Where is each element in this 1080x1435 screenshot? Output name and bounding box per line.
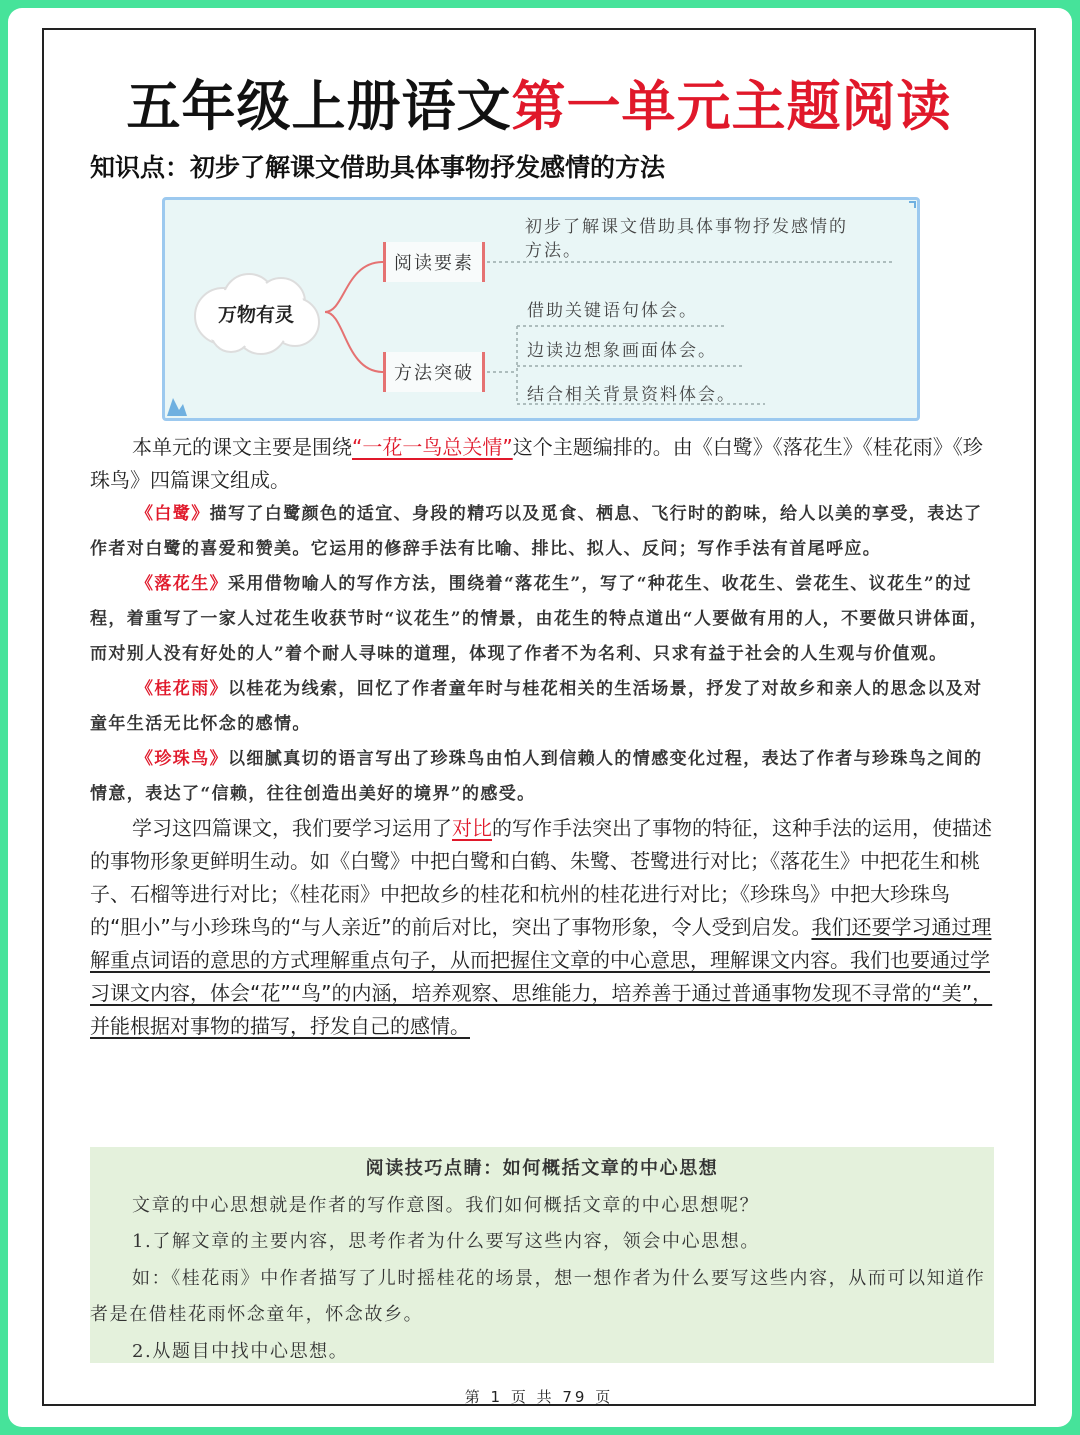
study-paragraph bbox=[90, 812, 994, 1043]
lesson-text: 描写了白鹭颜色的适宜、身段的精巧以及觅食、栖息、飞行时的韵味，给人以美的享受，表达了作者对白鹭的喜爱和赞美。它运用的修辞手法有比喻、排比、拟人、反问；写作手法有首尾呼应。 bbox=[90, 504, 983, 559]
mind-map-branch-reading-elements: 阅读要素 bbox=[383, 242, 485, 282]
title-part-black: 五年级上册语文 bbox=[126, 75, 512, 138]
lesson-text: 以细腻真切的语言写出了珍珠鸟由怕人到信赖人的情感变化过程，表达了作者与珍珠鸟之间的情意，表达了“信赖，往往创造出美好的境界”的感受。 bbox=[90, 749, 983, 804]
tips-line: 2.从题目中找中心思想。 bbox=[132, 1340, 349, 1362]
mind-map-branch-method-breakthrough: 方法突破 bbox=[383, 352, 485, 392]
lesson-title: 《落花生》 bbox=[136, 574, 228, 594]
mind-map bbox=[162, 197, 920, 421]
title-part-red: 第一单元主题阅读 bbox=[511, 75, 952, 138]
study-underlined: 我们还要学习通过理解重点词语的意思的方式理解重点句子，从而把握住文章的中心意思，理解课文内容。我们也要通过学习课文内容，体会“花”“鸟”的内涵，培养观察、思维能力，培养善于通过普通事物发现不寻常的“美”，并能根据对事物的描写，抒发自己的感情。 bbox=[90, 915, 993, 1038]
study-pre: 学习这四篇课文，我们要学习运用了 bbox=[132, 816, 452, 840]
reading-tips-box bbox=[90, 1147, 994, 1363]
lesson-title: 《珍珠鸟》 bbox=[136, 749, 228, 769]
lesson-paragraph bbox=[90, 497, 994, 567]
mind-map-leaf-line: 方法。 bbox=[525, 241, 582, 261]
tips-line: 如：《桂花雨》中作者描写了儿时摇桂花的场景，想一想作者为什么要写这些内容，从而可以知道作者是在借桂花雨怀念童年，怀念故乡。 bbox=[90, 1267, 986, 1325]
study-mid: 的写作手法突出了事物的特征，这种手法的运用，使描述的事物形象更鲜明生动。如《白鹭》中把白鹭和白鹤、朱鹭、苍鹭进行对比；《落花生》中把花生和桃子、石榴等进行对比；《桂花雨》中把故乡的桂花和杭州的桂花进行对比；《珍珠鸟》中把大珍珠鸟的“胆小”与小珍珠鸟的“与人亲近”的前后对比，突出了事物形象，令人受到启发。 bbox=[90, 816, 992, 939]
tips-title: 阅读技巧点睛：如何概括文章的中心思想 bbox=[365, 1158, 719, 1179]
mind-map-leaf-background: 结合相关背景资料体会。 bbox=[527, 385, 736, 405]
lesson-text: 采用借物喻人的写作方法，围绕着“落花生”，写了“种花生、收花生、尝花生、议花生”的过程，着重写了一家人过花生收获节时“议花生”的情景，由花生的特点道出“人要做有用的人，不要做只讲体面，而对别人没有好处的人”着个耐人寻味的道理，体现了作者不为名利、只求有益于社会的人生观与价值观。 bbox=[90, 574, 989, 664]
mind-map-leaf-line: 初步了解课文借助具体事物抒发感情的 bbox=[525, 217, 848, 237]
intro-paragraph bbox=[90, 431, 994, 497]
page-title bbox=[44, 64, 1034, 141]
knowledge-point-heading: 知识点：初步了解课文借助具体事物抒发感情的方法 bbox=[90, 153, 666, 182]
article-body bbox=[90, 431, 994, 1043]
mind-map-center-label: 万物有灵 bbox=[217, 303, 294, 326]
mind-map-leaf-key-sentences: 借助关键语句体会。 bbox=[527, 301, 698, 321]
lesson-title: 《白鹭》 bbox=[136, 504, 210, 524]
tips-line: 文章的中心思想就是作者的写作意图。我们如何概括文章的中心思想呢？ bbox=[132, 1194, 760, 1216]
lesson-title: 《桂花雨》 bbox=[136, 679, 228, 699]
intro-post: 这个主题编排的。由《白鹭》《落花生》《桂花雨》《珍珠鸟》四篇课文组成。 bbox=[90, 435, 983, 492]
mind-map-leaf-imagine: 边读边想象画面体会。 bbox=[527, 341, 717, 361]
lesson-paragraph bbox=[90, 567, 994, 672]
page-number-footer: 第 1 页 共 79 页 bbox=[464, 1388, 614, 1406]
intro-theme: “一花一鸟总关情” bbox=[352, 435, 513, 459]
lesson-paragraph bbox=[90, 742, 994, 812]
mind-map-center-cloud bbox=[187, 270, 325, 356]
lesson-text: 以桂花为线索，回忆了作者童年时与桂花相关的生活场景，抒发了对故乡和亲人的思念以及对童年生活无比怀念的感情。 bbox=[90, 679, 983, 734]
lesson-paragraph bbox=[90, 672, 994, 742]
tips-line: 1.了解文章的主要内容，思考作者为什么要写这些内容，领会中心思想。 bbox=[132, 1231, 760, 1252]
study-key-term: 对比 bbox=[452, 816, 492, 840]
document-page bbox=[42, 28, 1036, 1406]
intro-pre: 本单元的课文主要是围绕 bbox=[132, 435, 352, 459]
